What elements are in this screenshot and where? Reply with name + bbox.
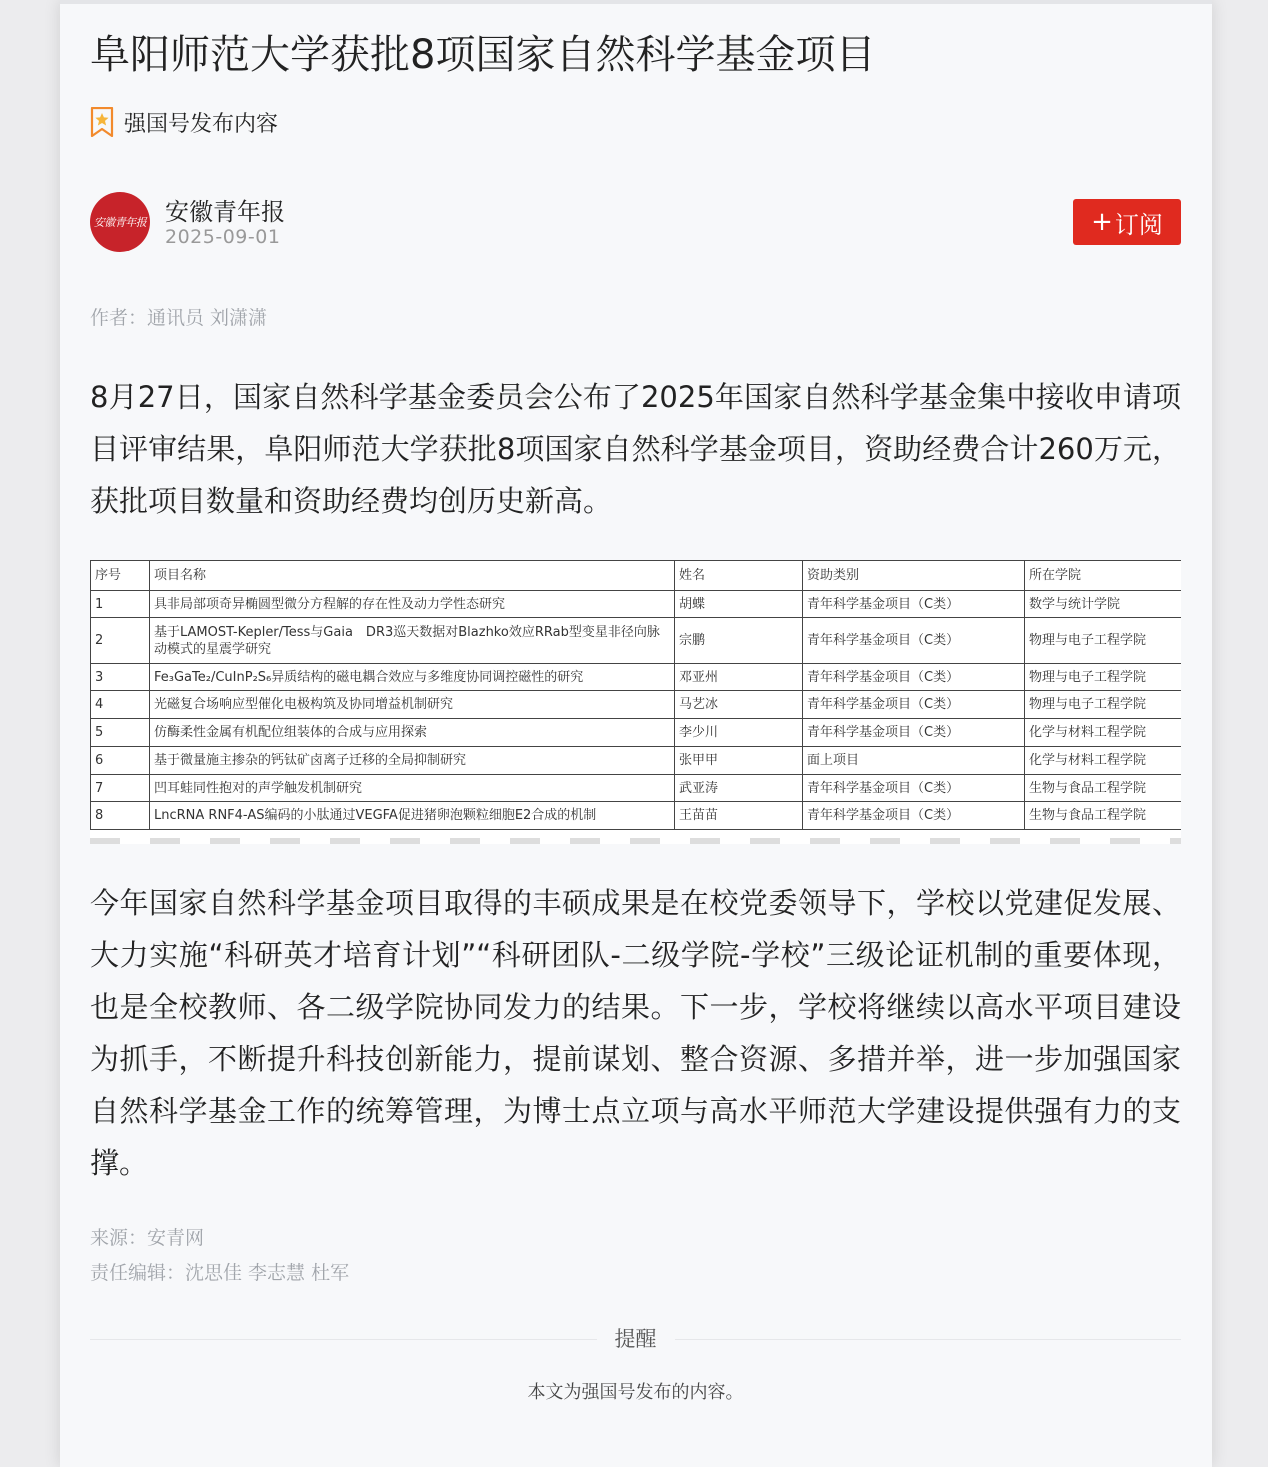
plus-icon: + [1091,207,1113,237]
table-cell: 具非局部项奇异椭圆型微分方程解的存在性及动力学性态研究 [150,591,675,618]
table-cell: LncRNA RNF4-AS编码的小肽通过VEGFA促进猪卵泡颗粒细胞E2合成的机制 [150,802,675,830]
table-cell: 青年科学基金项目（C类） [803,719,1025,747]
publisher-row [90,190,1181,254]
notice-title-text: 提醒 [597,1327,675,1351]
table-cell: 青年科学基金项目（C类） [803,691,1025,719]
table-cell: 面上项目 [803,747,1025,775]
table-row [91,664,1182,691]
table-header-cell: 序号 [91,561,150,591]
bookmark-star-icon [90,107,114,137]
subscribe-label: 订阅 [1114,210,1163,239]
article-editors: 责任编辑：沈思佳 李志慧 杜军 [90,1262,350,1284]
notice-title [90,1323,1181,1353]
table-cell: 青年科学基金项目（C类） [803,618,1025,664]
top-bar [60,0,1212,4]
subscribe-button[interactable] [1073,199,1181,245]
project-table [90,560,1181,830]
table-row [91,691,1182,719]
table-header-cell: 资助类别 [803,561,1025,591]
source-tag-label: 强国号发布内容 [124,111,279,137]
publisher-logo-text: 安徽青年报 [93,216,147,229]
table-cell: Fe₃GaTe₂/CuInP₂S₆异质结构的磁电耦合效应与多维度协同调控磁性的研究 [150,664,675,691]
table-header-cell: 姓名 [675,561,803,591]
table-cell: 王苗苗 [675,802,803,830]
article-byline: 作者：通讯员 刘潇潇 [90,307,268,329]
table-cell: 武亚涛 [675,775,803,802]
table-row [91,802,1182,830]
table-cell: 青年科学基金项目（C类） [803,664,1025,691]
table-row [91,591,1182,618]
table-cell: 基于微量施主掺杂的钙钛矿卤离子迁移的全局抑制研究 [150,747,675,775]
table-cell: 化学与材料工程学院 [1025,747,1182,775]
table-row [91,747,1182,775]
article-source: 来源：安青网 [90,1227,205,1249]
table-cell: 基于LAMOST-Kepler/Tess与Gaia DR3巡天数据对Blazhko效应RRab型变星非径向脉动模式的星震学研究 [150,618,675,664]
table-cell: 生物与食品工程学院 [1025,802,1182,830]
article-title: 阜阳师范大学获批8项国家自然科学基金项目 [90,32,876,78]
table-cell: 3 [91,664,150,691]
table-cell: 7 [91,775,150,802]
publish-date: 2025-09-01 [165,226,281,248]
table-cell: 青年科学基金项目（C类） [803,802,1025,830]
table-cell: 宗鹏 [675,618,803,664]
project-table-image [90,560,1181,844]
article-paragraph-2: 今年国家自然科学基金项目取得的丰硕成果是在校党委领导下，学校以党建促发展、大力实施“科研英才培育计划”“科研团队-二级学院-学校”三级论证机制的重要体现，也是全校教师、各二级学院协同发力的结果。下一步，学校将继续以高水平项目建设为抓手，不断提升科技创新能力，提前谋划、整合资源、多措并举，进一步加强国家自然科学基金工作的统筹管理，为博士点立项与高水平师范大学建设提供强有力的支撑。 [90,886,1181,1180]
table-cell: 数学与统计学院 [1025,591,1182,618]
cropped-row-edge [90,838,1181,844]
table-cell: 光磁复合场响应型催化电极构筑及协同增益机制研究 [150,691,675,719]
table-cell: 凹耳蛙同性抱对的声学触发机制研究 [150,775,675,802]
table-header-cell: 所在学院 [1025,561,1182,591]
table-cell: 邓亚州 [675,664,803,691]
table-row [91,775,1182,802]
table-cell: 仿酶柔性金属有机配位组装体的合成与应用探索 [150,719,675,747]
table-cell: 4 [91,691,150,719]
article-paragraph-1: 8月27日，国家自然科学基金委员会公布了2025年国家自然科学基金集中接收申请项目评审结果，阜阳师范大学获批8项国家自然科学基金项目，资助经费合计260万元，获批项目数量和资助经费均创历史新高。 [90,380,1181,518]
table-cell: 胡蝶 [675,591,803,618]
table-cell: 物理与电子工程学院 [1025,618,1182,664]
table-cell: 6 [91,747,150,775]
table-cell: 1 [91,591,150,618]
source-tag [90,106,278,138]
table-header-row [91,561,1182,591]
table-cell: 青年科学基金项目（C类） [803,775,1025,802]
table-row [91,618,1182,664]
article-page [60,0,1212,1467]
table-cell: 张甲甲 [675,747,803,775]
table-cell: 物理与电子工程学院 [1025,664,1182,691]
table-cell: 李少川 [675,719,803,747]
table-cell: 青年科学基金项目（C类） [803,591,1025,618]
table-cell: 化学与材料工程学院 [1025,719,1182,747]
table-cell: 物理与电子工程学院 [1025,691,1182,719]
table-header-cell: 项目名称 [150,561,675,591]
publisher-avatar[interactable] [90,192,150,252]
table-cell: 2 [91,618,150,664]
table-row [91,719,1182,747]
table-cell: 马艺冰 [675,691,803,719]
table-cell: 生物与食品工程学院 [1025,775,1182,802]
table-cell: 8 [91,802,150,830]
publisher-name[interactable]: 安徽青年报 [165,198,285,226]
table-cell: 5 [91,719,150,747]
notice-text: 本文为强国号发布的内容。 [527,1382,744,1403]
